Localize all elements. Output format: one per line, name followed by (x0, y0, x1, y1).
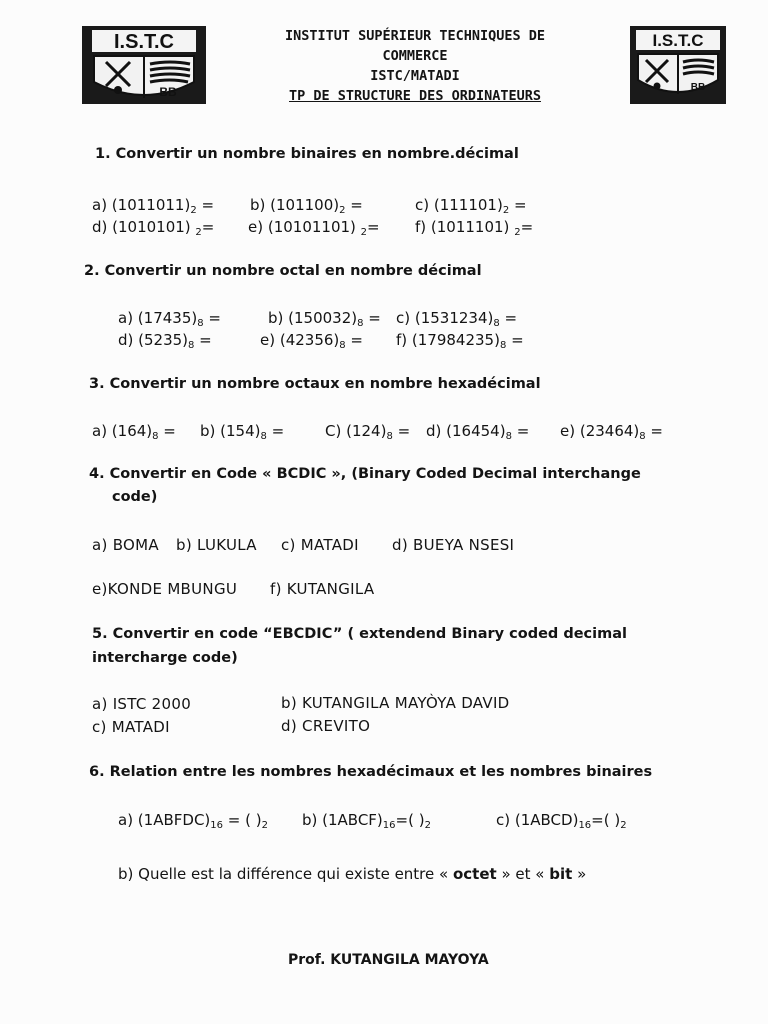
q3-item: b) $(154)_8$ = (200, 422, 285, 442)
q4-item: c) MATADI (281, 536, 359, 554)
logo-text: I.S.T.C (113, 31, 175, 53)
q4-item: b) LUKULA (176, 536, 257, 554)
q4-item: e)KONDE MBUNGU (92, 580, 238, 598)
q4-title: 4. Convertir en Code « BCDIC », (Binary Coded Decimal interchange (89, 466, 641, 482)
svg-text:BB: BB (690, 82, 706, 93)
q1-item: d) (1010101) $_2$= (92, 218, 215, 238)
q2-item: a) $(17435)_8$ = (118, 309, 221, 329)
q4-item: a) BOMA (92, 536, 159, 554)
q3-item: d) $(16454)_8$ = (426, 422, 530, 442)
q6-title: 6. Relation entre les nombres hexadécimaux et les nombres binaires (89, 764, 653, 780)
q2-item: b) $(150032)_8$ = (268, 309, 381, 329)
q2-title: 2. Convertir un nombre octal en nombre décimal (84, 263, 482, 279)
q1-item: c) $(111101)_2$ = (415, 196, 527, 216)
institution-header (215, 26, 615, 106)
logo-text: I.S.T.C (652, 31, 704, 50)
q5-title-cont: intercharge code) (92, 650, 238, 666)
q1-item: a) $(1011011)_2$ = (92, 196, 215, 216)
q4-item: d) BUEYA NSESI (392, 536, 515, 554)
q5-item: d) CREVITO (281, 717, 371, 735)
q4-title-cont: code) (112, 489, 158, 505)
q1-item: b) $(101100)_2$ = (250, 196, 363, 216)
q2-item: e) $(42356)_8$ = (260, 331, 363, 351)
header-line-2: COMMERCE (382, 48, 448, 64)
q5-item: a) ISTC 2000 (92, 695, 192, 713)
q6-item: a) $(1ABFDC)_{16}$ = ( )$_2$ (118, 811, 268, 831)
q2-item: d) $(5235)_8$ = (118, 331, 212, 351)
q3-item: a) $(164)_8$ = (92, 422, 176, 442)
q6-question: b) Quelle est la différence qui existe entre « octet » et « bit » (118, 865, 587, 883)
q6-item: b) $(1ABCF)_{16}=$( )$_2$ (302, 811, 431, 831)
header-line-3: ISTC/MATADI (370, 68, 460, 84)
istc-logo-left (80, 24, 208, 106)
svg-text:BB: BB (159, 85, 177, 99)
course-title: TP DE STRUCTURE DES ORDINATEURS (289, 88, 541, 104)
professor-name: Prof. KUTANGILA MAYOYA (288, 952, 489, 968)
q1-item: f) (1011101) $_2$= (415, 218, 534, 238)
q3-title: 3. Convertir un nombre octaux en nombre hexadécimal (89, 376, 541, 392)
q4-item: f) KUTANGILA (270, 580, 375, 598)
q5-item: b) KUTANGILA MAYÒYA DAVID (281, 694, 510, 712)
q1-title: 1. Convertir un nombre binaires en nombre.décimal (95, 146, 519, 162)
header-line-1: INSTITUT SUPÉRIEUR TECHNIQUES DE (284, 28, 546, 44)
q5-title: 5. Convertir en code “EBCDIC” ( extendend Binary coded decimal (92, 626, 627, 642)
q3-item: e) $(23464)_8$ = (560, 422, 663, 442)
q2-item: f) $(17984235)_8$ = (396, 331, 524, 351)
q3-item: C) $(124)_8$ = (325, 422, 411, 442)
istc-logo-right (628, 24, 728, 106)
q2-item: c) $(1531234)_8$ = (396, 309, 518, 329)
q5-item: c) MATADI (92, 718, 170, 736)
q1-item: e) (10101101) $_2$= (248, 218, 380, 238)
q6-item: c) $(1ABCD)_{16}=$( )$_2$ (496, 811, 627, 831)
